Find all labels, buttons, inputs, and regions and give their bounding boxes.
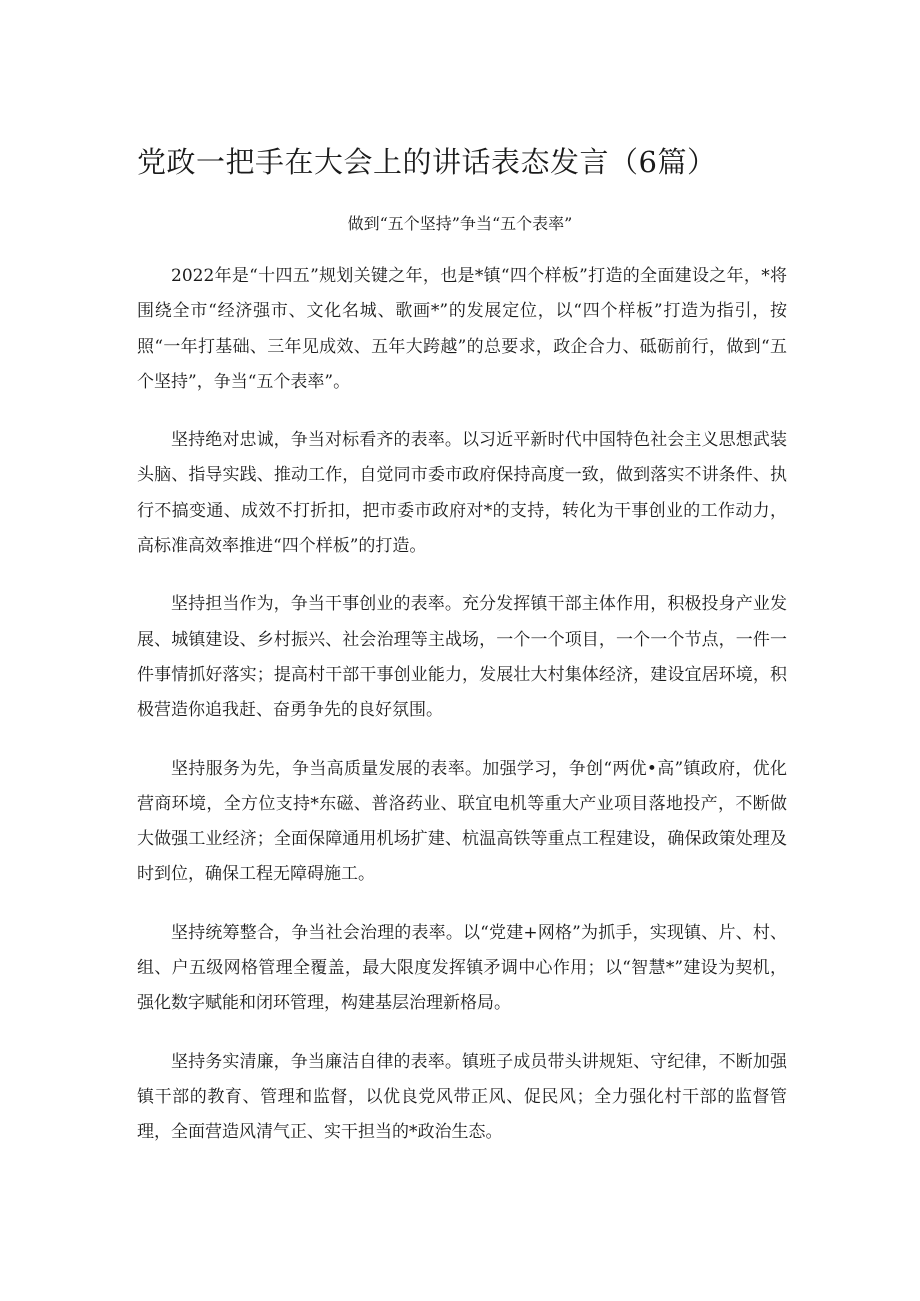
paragraph-intro: 2022年是“十四五”规划关键之年，也是*镇“四个样板”打造的全面建设之年，*将围绕全市“经济强市、文化名城、歌画*”的发展定位，以“四个样板”打造为指引，按照“一年打基础、三年见成效、五年大跨越”的总要求，政企合力、砥砺前行，做到“五个坚持”，争当“五个表率”。	[137, 266, 787, 392]
paragraph-responsibility: 坚持担当作为，争当干事创业的表率。充分发挥镇干部主体作用，积极投身产业发展、城镇建设、乡村振兴、社会治理等主战场，一个一个项目，一个一个节点，一件一件事情抓好落实；提高村干部干事创业能力，发展壮大村集体经济，建设宜居环境，积极营造你追我赶、奋勇争先的良好氛围。	[137, 594, 787, 721]
document-body	[137, 259, 787, 1174]
document-title: 党政一把手在大会上的讲话表态发言（6篇）	[137, 145, 717, 179]
document-subtitle: 做到“五个坚持”争当“五个表率”	[347, 214, 573, 233]
paragraph-loyalty: 坚持绝对忠诚，争当对标看齐的表率。以习近平新时代中国特色社会主义思想武装头脑、指导实践、推动工作，自觉同市委市政府保持高度一致，做到落实不讲条件、执行不搞变通、成效不打折扣，把市委市政府对*的支持，转化为干事创业的工作动力，高标准高效率推进“四个样板”的打造。	[137, 430, 787, 557]
paragraph-integrity: 坚持务实清廉，争当廉洁自律的表率。镇班子成员带头讲规矩、守纪律，不断加强镇干部的教育、管理和监督，以优良党风带正风、促民风；全力强化村干部的监督管理，全面营造风清气正、实干担当的*政治生态。	[137, 1051, 787, 1143]
paragraph-governance: 坚持统筹整合，争当社会治理的表率。以“党建+网格”为抓手，实现镇、片、村、组、户五级网格管理全覆盖，最大限度发挥镇矛调中心作用；以“智慧*”建设为契机，强化数字赋能和闭环管理，构建基层治理新格局。	[137, 922, 787, 1014]
paragraph-service: 坚持服务为先，争当高质量发展的表率。加强学习，争创“两优•高”镇政府，优化营商环境，全方位支持*东磁、普洛药业、联宜电机等重大产业项目落地投产，不断做大做强工业经济；全面保障通用机场扩建、杭温高铁等重点工程建设，确保政策处理及时到位，确保工程无障碍施工。	[137, 758, 787, 885]
